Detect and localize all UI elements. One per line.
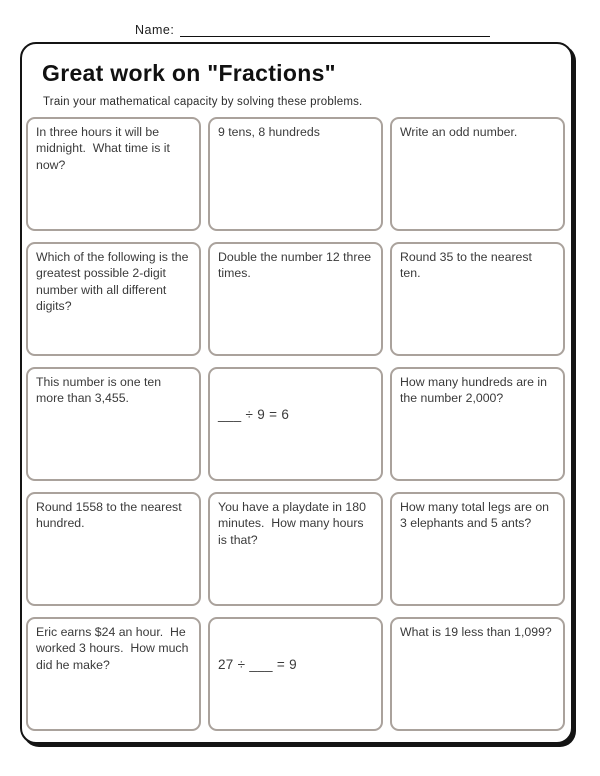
problem-cell — [390, 492, 565, 606]
problem-text: How many total legs are on 3 elephants and 5 ants? — [400, 500, 553, 531]
problem-cell — [390, 367, 565, 481]
problem-text: This number is one ten more than 3,455. — [36, 375, 165, 406]
problem-text: Round 1558 to the nearest hundred. — [36, 500, 186, 531]
page-title: Great work on "Fractions" — [42, 60, 336, 86]
name-label: Name: — [135, 23, 175, 37]
problem-cell — [390, 617, 565, 731]
problem-cell — [26, 367, 201, 481]
problem-cell — [26, 242, 201, 356]
problem-text: You have a playdate in 180 minutes. How many hours is that? — [218, 500, 370, 547]
problem-cell — [390, 117, 565, 231]
problem-cell — [26, 117, 201, 231]
problem-cell — [26, 617, 201, 731]
name-blank-line — [180, 21, 490, 37]
problem-text: Double the number 12 three times. — [218, 250, 375, 281]
problems-grid — [26, 117, 565, 731]
problem-text: Round 35 to the nearest ten. — [400, 250, 536, 281]
problem-cell — [208, 117, 383, 231]
problem-text: Write an odd number. — [400, 125, 518, 139]
name-row — [135, 21, 490, 37]
problem-text: What is 19 less than 1,099? — [400, 625, 552, 639]
problem-text: 27 ÷ ___ = 9 — [218, 657, 297, 673]
problem-text: Eric earns $24 an hour. He worked 3 hours. How much did he make? — [36, 625, 192, 672]
problem-text: 9 tens, 8 hundreds — [218, 125, 320, 139]
worksheet-sheet — [20, 42, 573, 744]
problem-cell — [208, 367, 383, 481]
problem-cell — [208, 492, 383, 606]
problem-cell — [26, 492, 201, 606]
problem-text: In three hours it will be midnight. What time is it now? — [36, 125, 174, 172]
problem-text: How many hundreds are in the number 2,000? — [400, 375, 551, 406]
page-subtitle: Train your mathematical capacity by solving these problems. — [43, 96, 363, 108]
problem-text: ___ ÷ 9 = 6 — [218, 407, 290, 423]
problem-cell — [390, 242, 565, 356]
problem-cell — [208, 242, 383, 356]
problem-cell — [208, 617, 383, 731]
problem-text: Which of the following is the greatest possible 2-digit number with all different digits? — [36, 250, 192, 314]
